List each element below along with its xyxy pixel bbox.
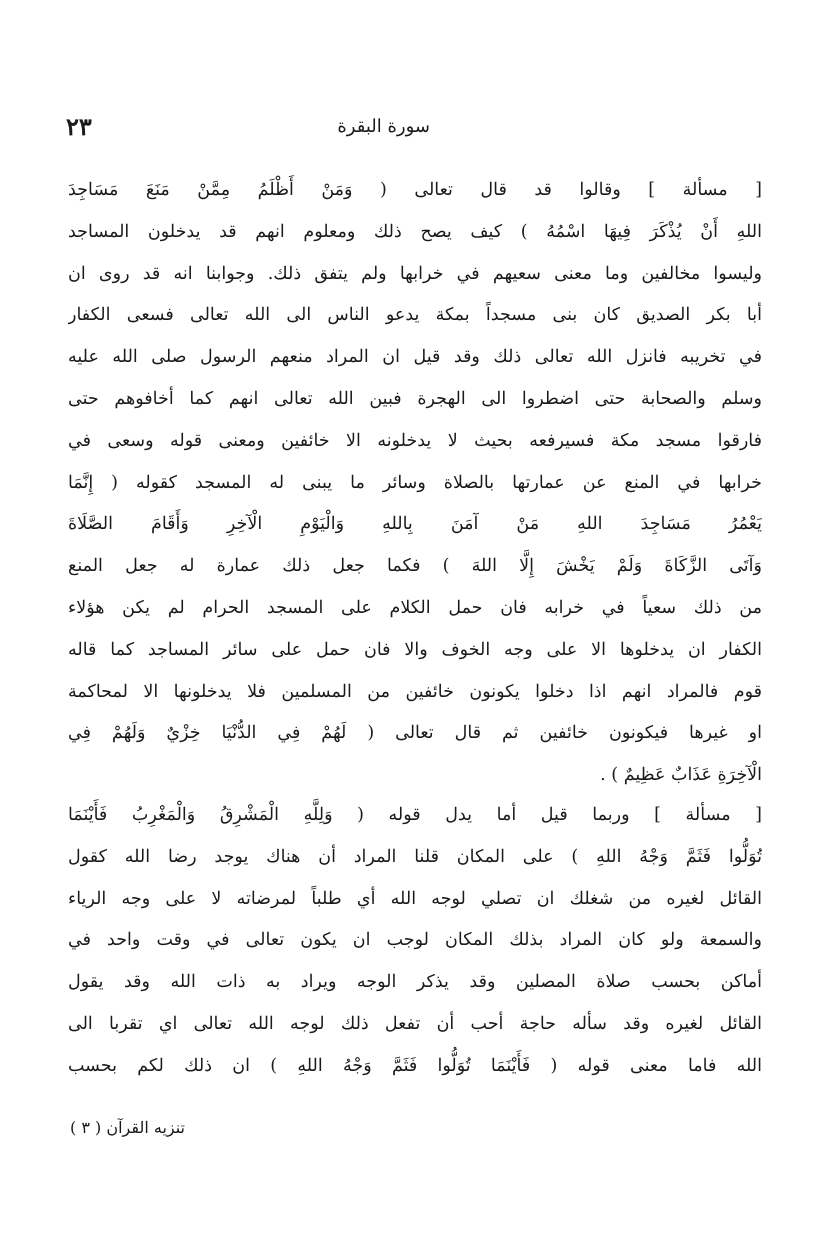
text-line: الكفار ان يدخلوها الا على وجه الخوف والا فان حمل على سائر المساجد كما قاله bbox=[68, 639, 762, 660]
text-line: قوم فالمراد انهم اذا دخلوا يكونون خائفين من المسلمين فلا يدخلونها الا لمحاكمة bbox=[68, 681, 762, 702]
page-footer bbox=[70, 1118, 290, 1154]
text-line: من ذلك سعياً في خرابه فان حمل الكلام على المسجد الحرام لم يكن هؤلاء bbox=[68, 597, 762, 618]
page-header bbox=[60, 112, 770, 148]
text-line: وَآتَى الزَّكَاةَ وَلَمْ يَخْشَ إِلَّا اللهَ ) فكما جعل ذلك عمارة له جعل المنع bbox=[68, 556, 762, 577]
text-line: يَعْمُرُ مَسَاجِدَ اللهِ مَنْ آمَنَ بِاللهِ وَالْيَوْمِ الْآخِرِ وَأَقَامَ الصَّلَاةَ bbox=[68, 514, 762, 535]
paragraph-2 bbox=[68, 795, 762, 1088]
text-line: او غيرها فيكونون خائفين ثم قال تعالى ( لَهُمْ فِي الدُّنْيَا خِزْيٌ وَلَهُمْ فِي bbox=[68, 723, 762, 744]
text-line: [ مسألة ] وقالوا قد قال تعالى ( وَمَنْ أَظْلَمُ مِمَّنْ مَنَعَ مَسَاجِدَ bbox=[68, 180, 762, 200]
paragraph-1 bbox=[68, 170, 762, 797]
text-line: خرابها في المنع عن عمارتها بالصلاة وسائر ما يبنى له المسجد كقوله ( إِنَّمَا bbox=[68, 472, 762, 493]
text-line: الله فاما معنى قوله ( فَأَيْنَمَا تُوَلُّوا فَثَمَّ وَجْهُ اللهِ ) ان ذلك لكم بحسب bbox=[68, 1055, 762, 1076]
text-line: والسمعة ولو كان المراد بذلك المكان لوجب ان يكون تعالى في وقت واحد في bbox=[68, 930, 762, 951]
text-line: اللهِ أَنْ يُذْكَرَ فِيهَا اسْمُهُ ) كيف يصح ذلك ومعلوم انهم قد يدخلون المساجد bbox=[68, 221, 762, 242]
text-line: القائل لغيره وقد سأله حاجة أحب أن تفعل ذلك لوجه الله تعالى اي تقربا الى bbox=[68, 1013, 762, 1034]
text-line-last: الْآخِرَةِ عَذَابٌ عَظِيمٌ ) . bbox=[600, 765, 762, 786]
text-line: أبا بكر الصديق كان بنى مسجداً بمكة يدعو الناس الى الله تعالى فسعى الكفار bbox=[68, 305, 762, 326]
text-line: وليسوا مخالفين وما معنى سعيهم في خرابها ولم يتفق ذلك. وجوابنا انه قد روى ان bbox=[68, 263, 762, 284]
text-line: القائل لغيره من شغلك ان تصلي لوجه الله أي طلباً لمرضاته لا على وجه الرياء bbox=[68, 888, 762, 909]
surah-title: سورة البقرة bbox=[337, 116, 430, 137]
text-line: تُوَلُّوا فَثَمَّ وَجْهُ اللهِ ) على المكان قلنا المراد أن هناك يوجد رضا الله كقول bbox=[68, 846, 762, 867]
book-signature: تنزيه القرآن ( ٣ ) bbox=[70, 1118, 185, 1137]
text-line: في تخريبه فانزل الله تعالى ذلك وقد قيل ان المراد منعهم الرسول صلى الله عليه bbox=[68, 347, 762, 368]
text-line: أماكن بحسب صلاة المصلين وقد يذكر الوجه ويراد به ذات الله وقد يقول bbox=[68, 972, 762, 993]
text-line: فارقوا مسجد مكة فسيرفعه بحيث لا يدخلونه الا خائفين ومعنى قوله وسعى في bbox=[68, 430, 762, 451]
text-line: وسلم والصحابة حتى اضطروا الى الهجرة فبين الله تعالى انهم كما أخافوهم حتى bbox=[68, 388, 762, 409]
page-number: ٢٣ bbox=[66, 112, 92, 141]
text-line: [ مسألة ] وربما قيل أما يدل قوله ( وَلِلَّهِ الْمَشْرِقُ وَالْمَغْرِبُ فَأَيْنَمَا bbox=[68, 805, 762, 825]
